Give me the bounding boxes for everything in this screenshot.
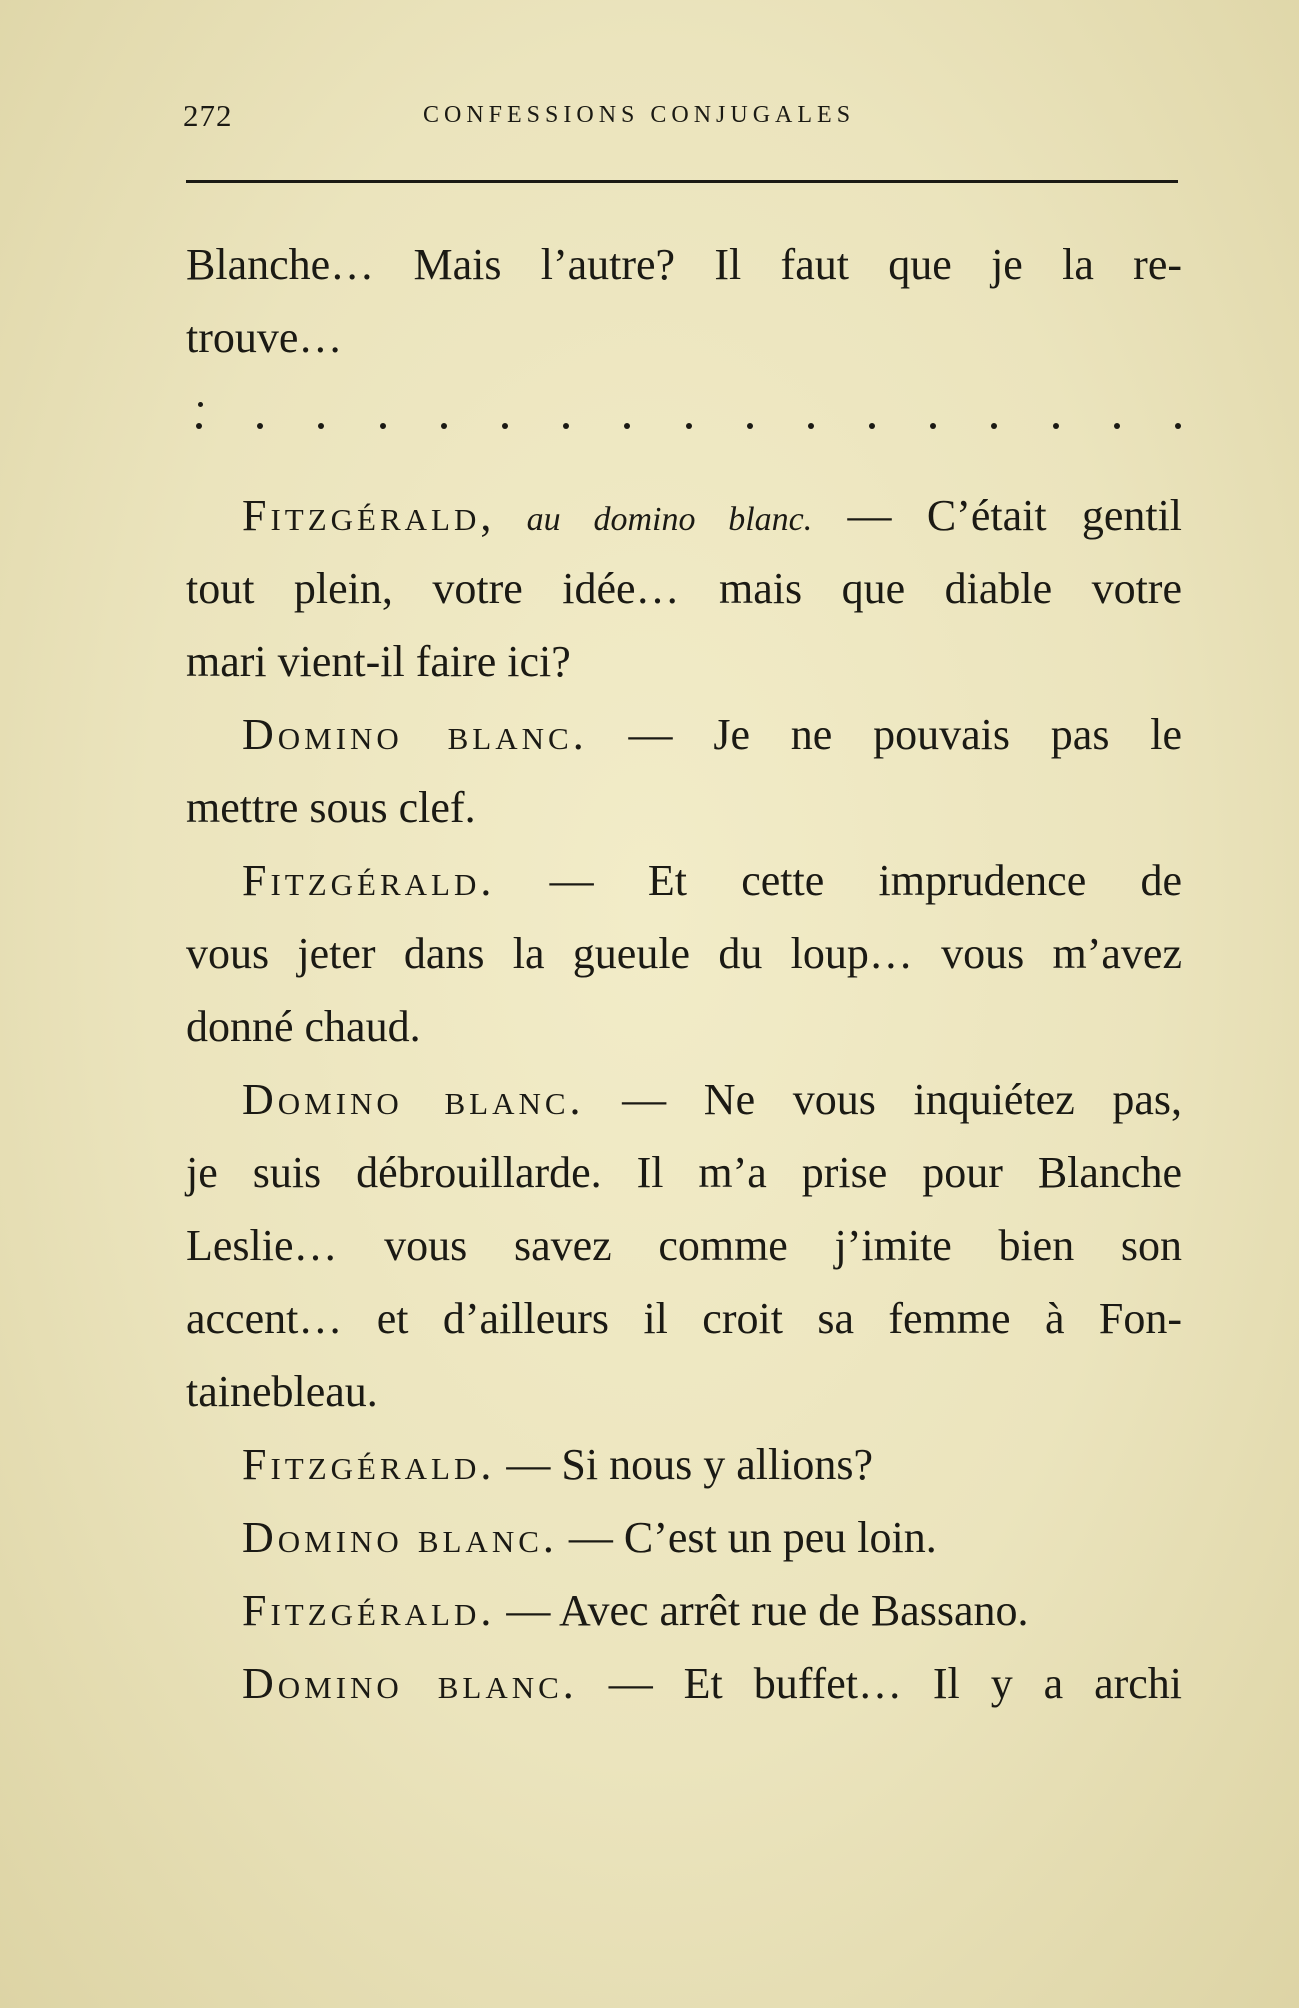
speaker-name: Fitzgérald.: [242, 1440, 496, 1489]
speaker-name: Fitzgérald.: [242, 1586, 496, 1635]
dialogue-text: — C’était gentil: [847, 491, 1183, 540]
speaker-name: Fitzgérald: [242, 491, 481, 540]
dialogue-line: Fitzgérald, au domino blanc. — C’était gentil: [242, 491, 1183, 540]
header-rule: [186, 180, 1178, 183]
dialogue-line: [186, 1574, 1182, 1647]
text-line: vous jeter dans la gueule du loup… vous m’avez: [186, 929, 1182, 978]
dialogue-text: — Ne vous inquiétez pas,: [622, 1075, 1183, 1124]
dialogue-text: — C’est un peu loin.: [568, 1513, 937, 1562]
dialogue-line: [186, 844, 1182, 917]
dialogue-line: [186, 1063, 1182, 1136]
dialogue-line: [186, 1501, 1182, 1574]
dialogue-line: [186, 1647, 1182, 1720]
dialogue-text: — Je ne pouvais pas le: [628, 710, 1183, 759]
page-body: [186, 228, 1182, 1720]
dialogue-line: [186, 698, 1182, 771]
speaker-name: Domino blanc.: [242, 1659, 578, 1708]
text-line: mettre sous clef.: [186, 783, 476, 832]
dialogue-text: — Et buffet… Il y a archi: [608, 1659, 1182, 1708]
speaker-name: Domino blanc.: [242, 1075, 585, 1124]
running-title: CONFESSIONS CONJUGALES: [423, 102, 856, 128]
spacer: [186, 447, 1182, 479]
speaker-name: Fitzgérald.: [242, 856, 496, 905]
text-line: donné chaud.: [186, 1002, 421, 1051]
text-line: trouve…: [186, 313, 343, 362]
text-line: Blanche… Mais l’autre? Il faut que je la re-: [186, 240, 1182, 289]
ellipsis-divider: [186, 374, 1181, 447]
stage-direction: au domino blanc.: [526, 501, 813, 538]
page-header: [183, 98, 1178, 138]
text-line: mari vient-il faire ici?: [186, 637, 571, 686]
dialogue-text: — Et cette imprudence de: [549, 856, 1182, 905]
dialogue-text: — Avec arrêt rue de Bassano.: [506, 1586, 1029, 1635]
text-line: accent… et d’ailleurs il croit sa femme à Fon-: [186, 1294, 1182, 1343]
text-line: tout plein, votre idée… mais que diable votre: [186, 564, 1182, 613]
text-line: tainebleau.: [186, 1367, 378, 1416]
speaker-name: Domino blanc.: [242, 710, 588, 759]
text-line: Leslie… vous savez comme j’imite bien son: [186, 1221, 1182, 1270]
dialogue-line: [186, 1428, 1182, 1501]
speaker-name: Domino blanc.: [242, 1513, 558, 1562]
page-number: 272: [183, 98, 233, 133]
dialogue-text: — Si nous y allions?: [506, 1440, 874, 1489]
text-line: je suis débrouillarde. Il m’a prise pour Blanche: [186, 1148, 1182, 1197]
